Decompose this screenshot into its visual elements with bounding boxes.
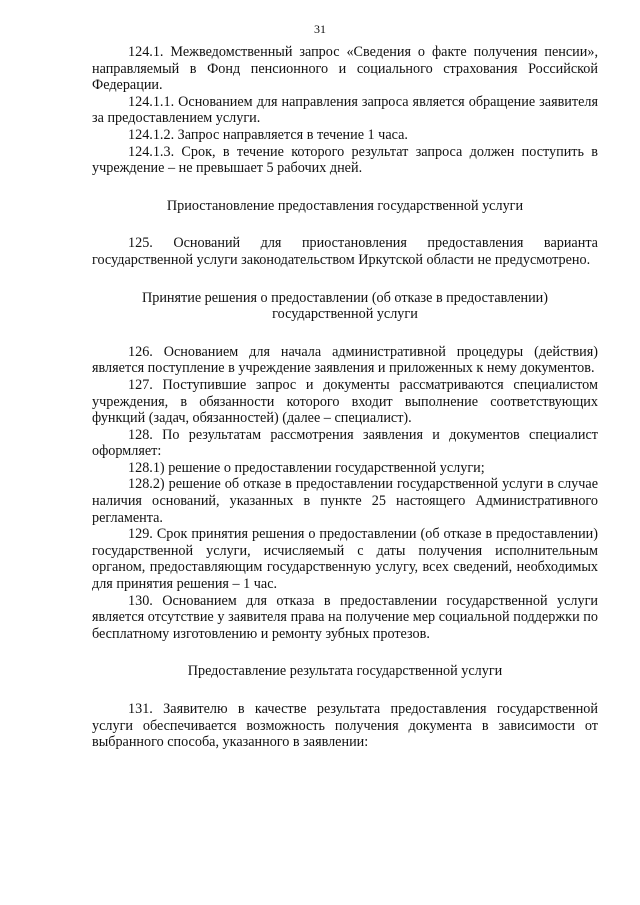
paragraph-128-2: 128.2) решение об отказе в предоставлении государственной услуги в случае наличия оснований, указанных в пункте 25 настоящего Административного регламента. bbox=[92, 476, 598, 526]
paragraph-131: 131. Заявителю в качестве результата предоставления государственной услуги обеспечивается возможность получения документа в зависимости от выбранного способа, указанного в заявлении: bbox=[92, 701, 598, 751]
document-body bbox=[92, 44, 598, 751]
paragraph-124-1: 124.1. Межведомственный запрос «Сведения о факте получения пенсии», направляемый в Фонд пенсионного и социального страхования Российской Федерации. bbox=[92, 44, 598, 94]
paragraph-128-1: 128.1) решение о предоставлении государственной услуги; bbox=[128, 459, 485, 476]
section-heading-decision: Принятие решения о предоставлении (об отказе в предоставлении) государственной услуги bbox=[141, 289, 549, 323]
section-heading-result: Предоставление результата государственной услуги bbox=[187, 663, 503, 680]
paragraph-124-1-1: 124.1.1. Основанием для направления запроса является обращение заявителя за предоставлением услуги. bbox=[92, 93, 598, 127]
page-number: 31 bbox=[314, 22, 326, 36]
paragraph-128: 128. По результатам рассмотрения заявления и документов специалист оформляет: bbox=[92, 426, 598, 460]
section-heading-suspension: Приостановление предоставления государственной услуги bbox=[166, 197, 524, 214]
paragraph-130: 130. Основанием для отказа в предоставлении государственной услуги является отсутствие у заявителя права на получение мер социальной поддержки по бесплатному изготовлению и ремонту зубных протезов. bbox=[92, 592, 598, 642]
paragraph-124-1-2: 124.1.2. Запрос направляется в течение 1 часа. bbox=[128, 126, 408, 143]
paragraph-124-1-3: 124.1.3. Срок, в течение которого результат запроса должен поступить в учреждение – не превышает 5 рабочих дней. bbox=[92, 143, 598, 177]
paragraph-125: 125. Оснований для приостановления предоставления варианта государственной услуги законодательством Иркутской области не предусмотрено. bbox=[92, 235, 598, 268]
paragraph-129: 129. Срок принятия решения о предоставлении (об отказе в предоставлении) государственной услуги, исчисляемый с даты получения исполнительным органом, предоставляющим государственную услугу, всех сведений, необходимых для принятия решения – 1 час. bbox=[92, 526, 598, 593]
paragraph-126: 126. Основанием для начала административной процедуры (действия) является поступление в учреждение заявления и приложенных к нему документов. bbox=[92, 343, 598, 377]
paragraph-127: 127. Поступившие запрос и документы рассматриваются специалистом учреждения, в обязанности которого входит выполнение соответствующих функций (задач, обязанностей) (далее – специалист). bbox=[92, 376, 598, 427]
